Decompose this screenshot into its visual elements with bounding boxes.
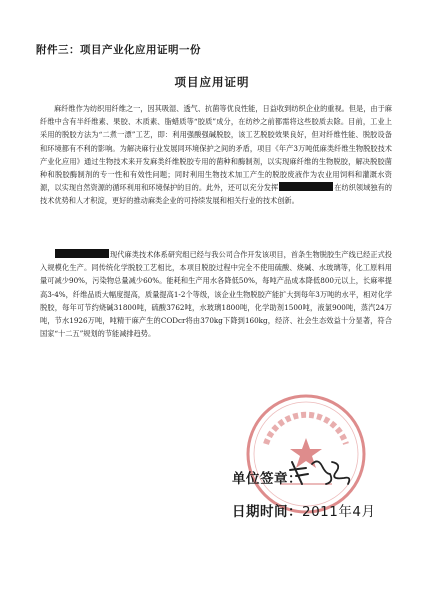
body-paragraph-2 bbox=[40, 248, 392, 340]
redaction-block bbox=[279, 182, 333, 191]
date-value: 2011年4月 bbox=[302, 504, 376, 520]
date-line bbox=[232, 500, 375, 520]
paragraph-1-text: 麻纤维作为纺织用纤维之一，因其吸湿、透气、抗菌等优良性能，日益收到纺织企业的重视。但是，由于麻纤维中含有半纤维素、果胶、木质素、脂蜡质等“胶质”成分，在纺纱之前都需将这些胶质去除。目前，工业上采用的脱胶方法为“二煮一漂”工艺，即：利用强酸强碱脱胶，该工艺脱胶效果良好，但对纤维性能、脱胶设备和环境都有不利的影响。为解决麻行业发展同环境保护之间的矛盾，项目《年产3万吨低麻类纤维生物脱胶技术产业化应用》通过生物技术来开发麻类纤维脱胶专用的菌种和酶制剂，以实现麻纤维的生物脱胶，解决脱胶菌种和脱胶酶制剂的专一性和有效性问题；同时利用生物技术加工产生的脱胶废液作为农业用饲料和灌溉水资源，以实现自然资源的循环利用和环境保护的目的。此外，还可以充分发挥 bbox=[40, 104, 392, 193]
annex-heading: 附件三：项目产业化应用证明一份 bbox=[36, 44, 201, 56]
date-label: 日期时间： bbox=[232, 504, 302, 520]
signature-label: 单位签章： bbox=[232, 471, 302, 487]
paragraph-2-text: 现代麻类技术体系研究组已经与我公司合作开发该项目，首条生物脱胶生产线已经正式投入规模化生产。同传统化学脱胶工艺相比，本项目脱胶过程中完全不使用硫酸、烧碱、水玻璃等，化工原料用量可减少90%，污染物总量减少60%。能耗和生产用水各降低50%，每吨产品成本降低800元以上，长麻率提高3-4%，纤维品质大幅度提高，质量提高1-2个等级，该企业生物脱胶产能扩大到每年3万吨的水平，相对化学脱胶，每年可节约烧碱31800吨，硫酸3762吨，水玻璃1800吨，化学助剂1500吨，液氯900吨，蒸汽24万吨，节水1926万吨，吨精干麻产生的CODcr将由370kg下降到160kg，经济、社会生态效益十分显著，符合国家“十二五”规划的节能减排趋势。 bbox=[40, 250, 392, 339]
paragraph-1-tail: 在纺织领域独有的技术优势和人才积淀，更好的推动麻类企业的可持续发展和相关行业的技术创新。 bbox=[40, 183, 392, 206]
document-title: 项目应用证明 bbox=[174, 75, 250, 89]
signature-line bbox=[232, 467, 302, 487]
redaction-block bbox=[55, 249, 109, 258]
body-paragraph-1 bbox=[40, 102, 392, 208]
